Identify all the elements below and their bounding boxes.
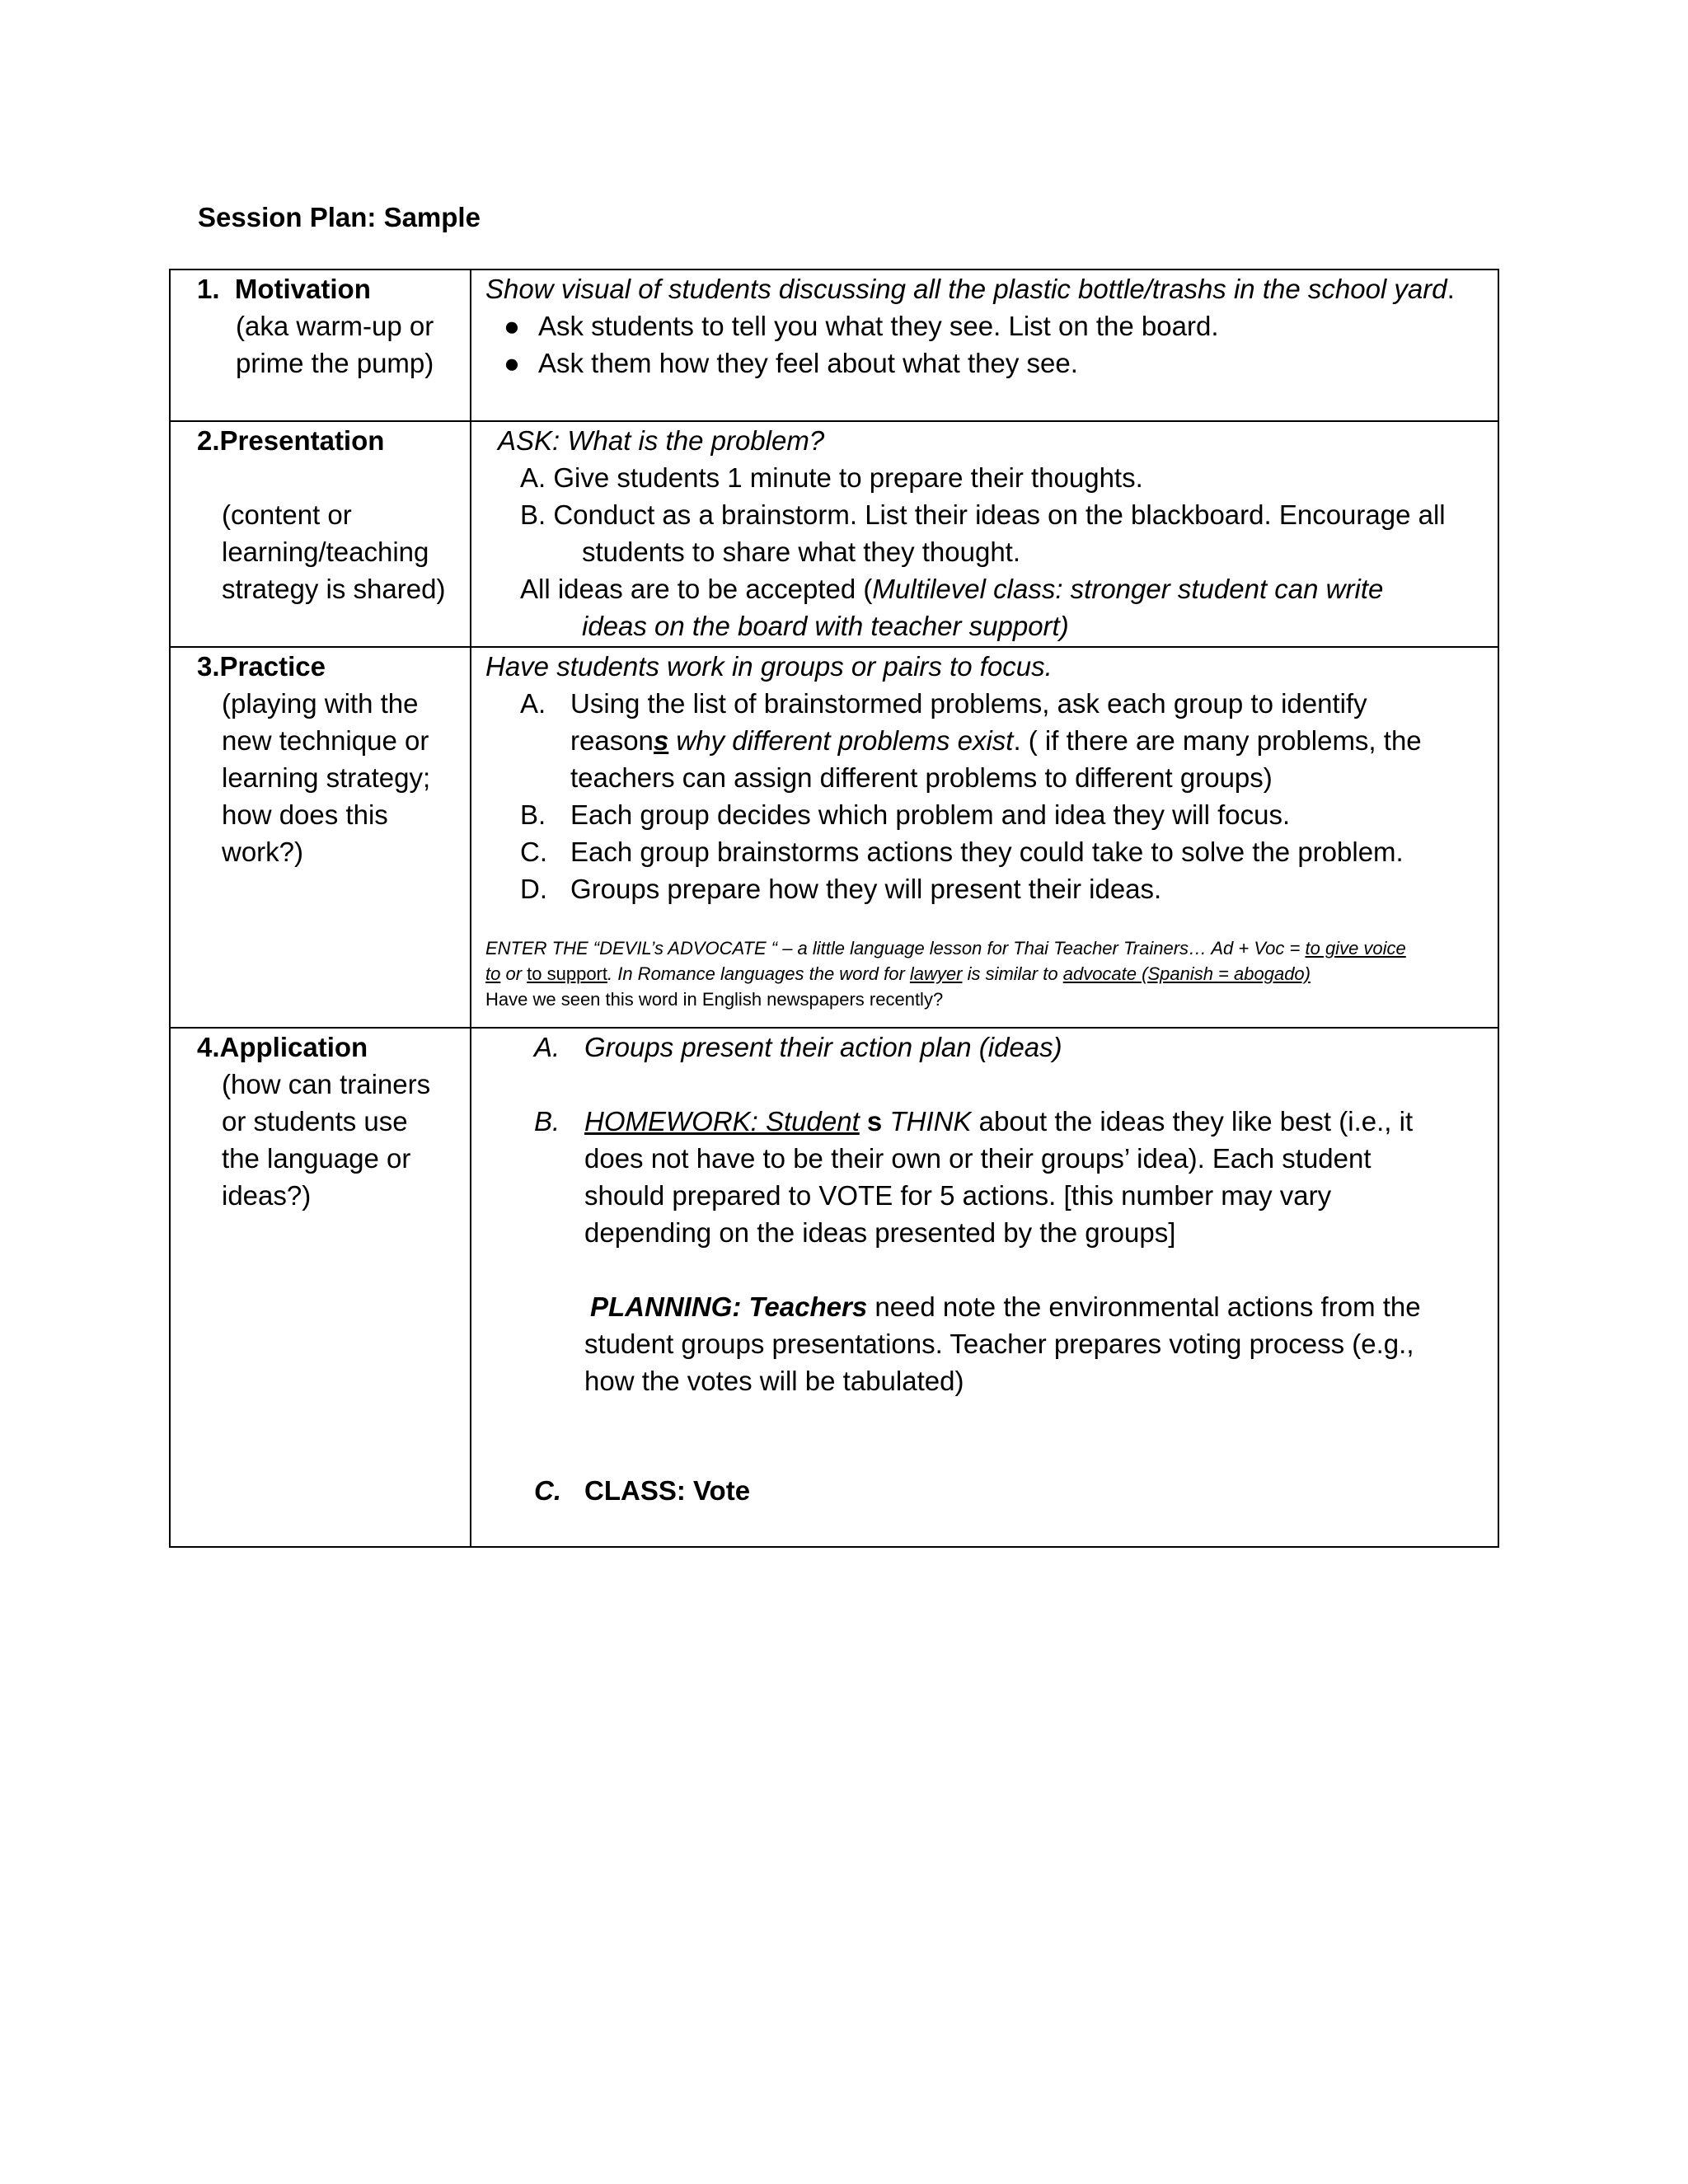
item-text: Each group decides which problem and idea they will focus. [570, 799, 1291, 830]
row-desc-line: the language or [222, 1143, 411, 1174]
note-text: . In Romance languages the word for [607, 963, 910, 984]
list-item: B. Conduct as a brainstorm. List their ideas on the blackboard. Encourage all [520, 499, 1446, 530]
list-item [485, 344, 1498, 382]
homework-label: HOMEWORK: Student [584, 1106, 860, 1137]
row-desc-line: strategy is shared) [222, 574, 446, 604]
application-content-cell [471, 1028, 1498, 1547]
note-text: ENTER THE “DEVIL’s ADVOCATE “ – a little language lesson for Thai Teacher Trainers… Ad + Voc = [485, 938, 1306, 958]
row-title: Practice [219, 651, 326, 682]
session-plan-table [169, 269, 1499, 1548]
intro-period: . [1447, 274, 1455, 304]
motivation-label-cell [170, 269, 471, 421]
row-number: 4. [197, 1032, 220, 1062]
ask-line: ASK: What is the problem? [498, 425, 825, 456]
item-text: reason [570, 725, 654, 756]
list-item [520, 870, 1498, 907]
item-text: does not have to be their own or their groups’ idea). Each student [584, 1143, 1372, 1174]
row-desc-line: learning strategy; [222, 762, 431, 793]
multilevel-note: Multilevel class: stronger student can write [872, 574, 1384, 604]
multilevel-note-continued: ideas on the board with teacher support) [582, 611, 1069, 641]
row-desc-line: or students use [222, 1106, 408, 1137]
item-label: D. [520, 874, 547, 904]
item-label: A. [534, 1032, 560, 1062]
row-desc-line: (playing with the [222, 688, 419, 719]
item-text: should prepared to VOTE for 5 actions. [this number may vary [584, 1180, 1332, 1211]
page-title: Session Plan: Sample [198, 202, 481, 232]
motivation-intro: Show visual of students discussing all the plastic bottle/trashs in the school yard [485, 274, 1447, 304]
row-desc-line: how does this [222, 799, 388, 830]
list-item [520, 796, 1498, 833]
table-row-application [170, 1028, 1498, 1547]
practice-content-cell [471, 647, 1498, 1028]
bullet-icon: ● [504, 311, 520, 341]
note-underlined: advocate (Spanish = abogado) [1062, 963, 1311, 984]
table-row-motivation [170, 269, 1498, 421]
table-row-practice [170, 647, 1498, 1028]
item-text: Using the list of brainstormed problems, ask each group to identify [570, 688, 1367, 719]
list-item [534, 1472, 1498, 1509]
item-label: B. [520, 799, 546, 830]
presentation-content-cell [471, 421, 1498, 647]
bullet-icon: ● [504, 348, 520, 378]
list-item [534, 1103, 1498, 1399]
item-text: how the votes will be tabulated) [584, 1366, 964, 1396]
class-vote: CLASS: Vote [584, 1475, 751, 1506]
list-item [520, 685, 1498, 796]
application-label-cell [170, 1028, 471, 1547]
row-number: 1. [197, 274, 220, 304]
devils-advocate-note [485, 935, 1498, 1012]
row-desc-line: learning/teaching [222, 537, 429, 567]
row-desc-line: prime the pump) [236, 348, 434, 378]
item-label: C. [534, 1475, 561, 1506]
item-text-italic: why different problems exist [668, 725, 1014, 756]
note-question: Have we seen this word in English newspapers recently? [485, 989, 944, 1010]
item-text: Each group brainstorms actions they could take to solve the problem. [570, 837, 1404, 867]
motivation-content-cell [471, 269, 1498, 421]
emphasis-s: s [653, 725, 669, 756]
note-text: or [500, 963, 528, 984]
presentation-label-cell [170, 421, 471, 647]
row-desc-line: (aka warm-up or [236, 311, 434, 341]
row-desc-line: work?) [222, 837, 304, 867]
note-underlined: lawyer [909, 963, 963, 984]
item-text: Groups prepare how they will present their ideas. [570, 874, 1162, 904]
think-word: THINK [889, 1106, 972, 1137]
item-text: teachers can assign different problems to different groups) [570, 762, 1273, 793]
item-text: about the ideas they like best (i.e., it [971, 1106, 1414, 1137]
list-item [534, 1029, 1498, 1066]
row-title: Presentation [219, 425, 385, 456]
row-number: 2. [197, 425, 220, 456]
homework-s: s [859, 1106, 890, 1137]
table-row-presentation [170, 421, 1498, 647]
practice-intro: Have students work in groups or pairs to focus. [485, 651, 1053, 682]
planning-label: PLANNING: Teachers [590, 1291, 868, 1322]
row-desc-line: ideas?) [222, 1180, 312, 1211]
item-text: depending on the ideas presented by the groups] [584, 1217, 1176, 1248]
row-number: 3. [197, 651, 220, 682]
row-desc-line: (content or [222, 499, 352, 530]
item-text: Groups present their action plan (ideas) [584, 1032, 1062, 1062]
note-underlined: to give voice [1305, 938, 1406, 958]
item-text: need note the environmental actions from the [867, 1291, 1421, 1322]
item-text: student groups presentations. Teacher prepares voting process (e.g., [584, 1329, 1414, 1359]
item-label: A. [520, 688, 546, 719]
row-title: Motivation [234, 274, 371, 304]
note-underlined: to support [527, 963, 607, 984]
row-title: Application [219, 1032, 368, 1062]
list-item-continued: students to share what they thought. [582, 537, 1021, 567]
accept-text: All ideas are to be accepted ( [520, 574, 873, 604]
note-underlined: to [485, 963, 501, 984]
list-item [520, 833, 1498, 870]
row-desc-line: (how can trainers [222, 1069, 431, 1099]
list-item [485, 307, 1498, 344]
item-label: B. [534, 1106, 560, 1137]
item-label: C. [520, 837, 547, 867]
bullet-text: Ask them how they feel about what they see. [538, 348, 1078, 378]
list-item: A. Give students 1 minute to prepare their thoughts. [520, 462, 1143, 493]
practice-label-cell [170, 647, 471, 1028]
note-text: is similar to [962, 963, 1063, 984]
bullet-text: Ask students to tell you what they see. List on the board. [538, 311, 1219, 341]
item-text: . ( if there are many problems, the [1013, 725, 1422, 756]
row-desc-line: new technique or [222, 725, 429, 756]
